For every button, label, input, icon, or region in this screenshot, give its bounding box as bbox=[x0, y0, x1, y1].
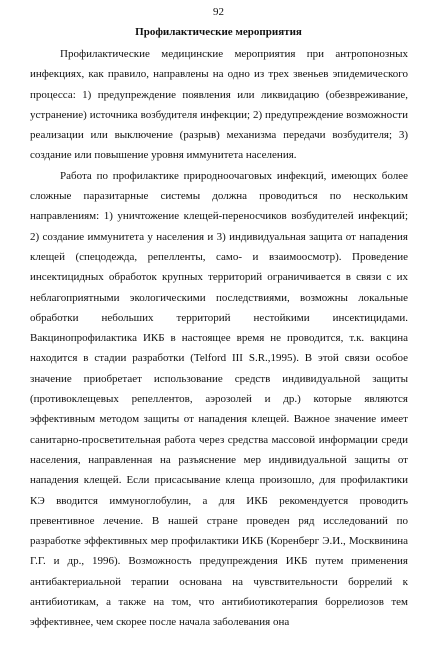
section-title: Профилактические мероприятия bbox=[135, 26, 302, 38]
body-text bbox=[30, 44, 408, 633]
paragraph-1: Профилактические медицинские мероприятия при антропонозных инфекциях, как правило, направлены на одно из трех звеньев эпидемического процесса: 1) предупреждение появления или ликвидацию (обезвреживание, устранение) источника возбудителя инфекции; 2) предупреждение возможности реализации или выключение (разрыв) механизма передачи возбудителя; 3) создание или повышение уровня иммунитета населения. bbox=[30, 48, 408, 162]
paragraph-2: Работа по профилактике природноочаговых инфекций, имеющих более сложные паразитарные системы должна проводиться по нескольким направлениям: 1) уничтожение клещей-переносчиков возбудителей инфекций; 2) создание иммунитета у населения и 3) индивидуальная защита от нападения клещей (спецодежда, репелленты, само- и взаимоосмотр). Проведение инсектицидных обработок крупных территорий ограничивается в связи с их неблагоприятными экологическими последствиями, возможны локальные обработки небольших территорий нестойкими инсектицидами. Вакцинопрофилактика ИКБ в настоящее время не проводится, т.к. вакцина находится в стадии разработки (Telford III S.R.,1995). В этой связи особое значение приобретает использование средств индивидуальной защиты (противоклещевых репеллентов, аэрозолей и др.) которые являются эффективным методом защиты от нападения клещей. Важное значение имеет санитарно-просветительная работа через средства массовой информации среди населения, направленная на разъяснение мер индивидуальной защиты от нападения клещей. Если присасывание клеща произошло, для профилактики КЭ вводится иммуноглобулин, а для ИКБ рекомендуется проводить превентивное лечение. В нашей стране проведен ряд исследований по разработке эффективных мер профилактики ИКБ (Коренберг Э.И., Москвинина Г.Г. и др., 1996). Возможность предупреждения ИКБ путем применения антибактериальной терапии основана на чувствительности боррелий к антибиотикам, а также на том, что антибиотикотерапия боррелиозов тем эффективнее, чем скорее после начала заболевания она bbox=[30, 169, 408, 629]
page-number: 92 bbox=[213, 6, 224, 18]
